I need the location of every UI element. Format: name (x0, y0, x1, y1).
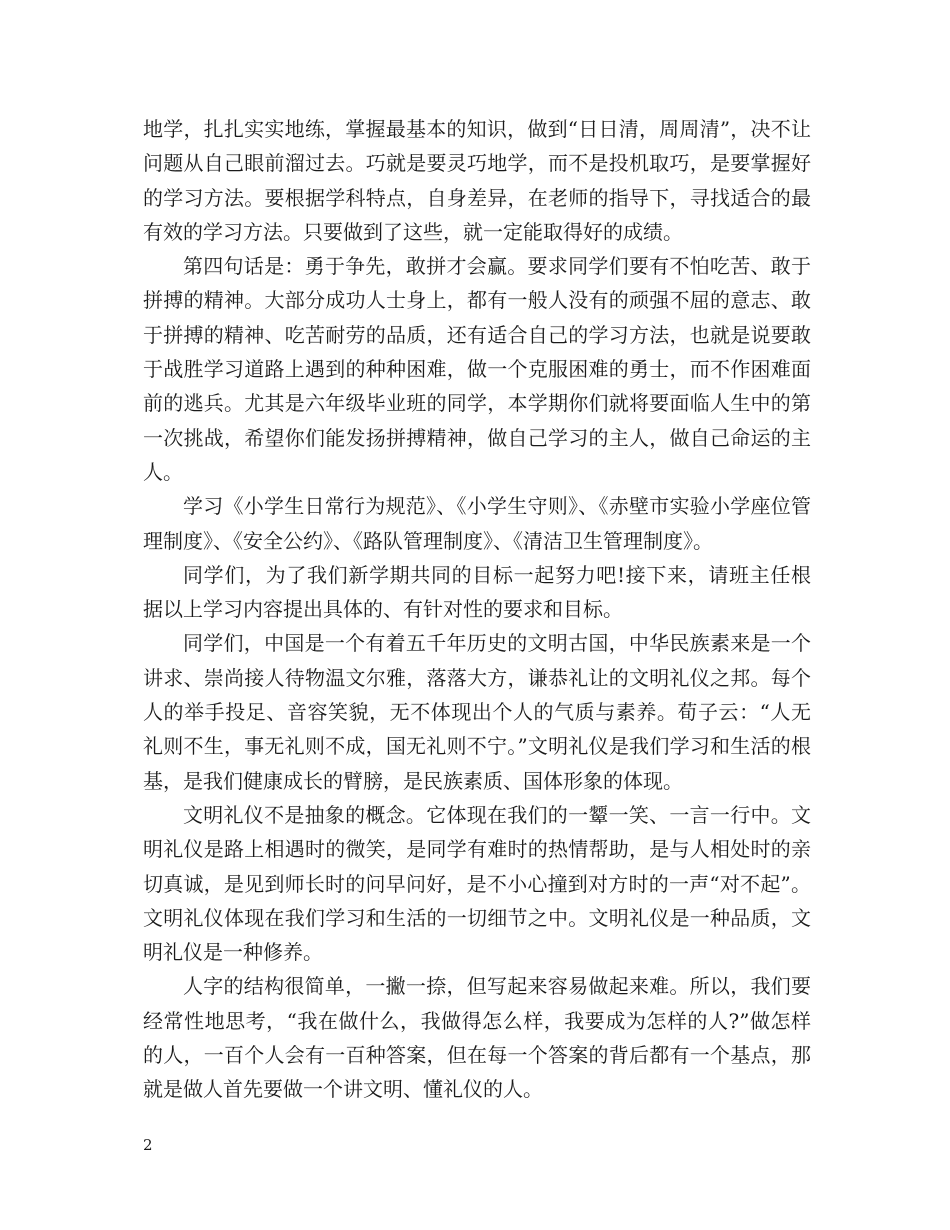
paragraph-6: 文明礼仪不是抽象的概念。它体现在我们的一颦一笑、一言一行中。文明礼仪是路上相遇时的微笑，是同学有难时的热情帮助，是与人相处时的亲切真诚，是见到师长时的问早问好，是不小心撞到对方时的一声“对不起”。文明礼仪体现在我们学习和生活的一切细节之中。文明礼仪是一种品质，文明礼仪是一种修养。 (143, 802, 811, 965)
page-number: 2 (143, 1136, 153, 1154)
paragraph-2: 第四句话是：勇于争先，敢拼才会赢。要求同学们要有不怕吃苦、敢于拼搏的精神。大部分成功人士身上，都有一般人没有的顽强不屈的意志、敢于拼搏的精神、吃苦耐劳的品质，还有适合自己的学习方法，也就是说要敢于战胜学习道路上遇到的种种困难，做一个克服困难的勇士，而不作困难面前的逃兵。尤其是六年级毕业班的同学，本学期你们就将要面临人生中的第一次挑战，希望你们能发扬拼搏精神，做自己学习的主人，做自己命运的主人。 (143, 254, 811, 484)
paragraph-7: 人字的结构很简单，一撇一捺，但写起来容易做起来难。所以，我们要经常性地思考，“我在做什么，我做得怎么样，我要成为怎样的人?”做怎样的人，一百个人会有一百种答案，但在每一个答案的背后都有一个基点，那就是做人首先要做一个讲文明、懂礼仪的人。 (143, 974, 811, 1102)
paragraph-1: 地学，扎扎实实地练，掌握最基本的知识，做到“日日清，周周清”，决不让问题从自己眼前溜过去。巧就是要灵巧地学，而不是投机取巧，是要掌握好的学习方法。要根据学科特点，自身差异，在老师的指导下，寻找适合的最有效的学习方法。只要做到了这些，就一定能取得好的成绩。 (143, 117, 811, 244)
paragraph-5: 同学们，中国是一个有着五千年历史的文明古国，中华民族素来是一个讲求、崇尚接人待物温文尔雅，落落大方，谦恭礼让的文明礼仪之邦。每个人的举手投足、音容笑貌，无不体现出个人的气质与素养。荀子云：“人无礼则不生，事无礼则不成，国无礼则不宁。”文明礼仪是我们学习和生活的根基，是我们健康成长的臂膀，是民族素质、国体形象的体现。 (143, 631, 811, 793)
paragraph-3: 学习《小学生日常行为规范》、《小学生守则》、《赤壁市实验小学座位管理制度》、《安全公约》、《路队管理制度》、《清洁卫生管理制度》。 (143, 494, 811, 553)
paragraph-4: 同学们，为了我们新学期共同的目标一起努力吧!接下来，请班主任根据以上学习内容提出具体的、有针对性的要求和目标。 (143, 562, 811, 622)
document-body (143, 112, 811, 1107)
